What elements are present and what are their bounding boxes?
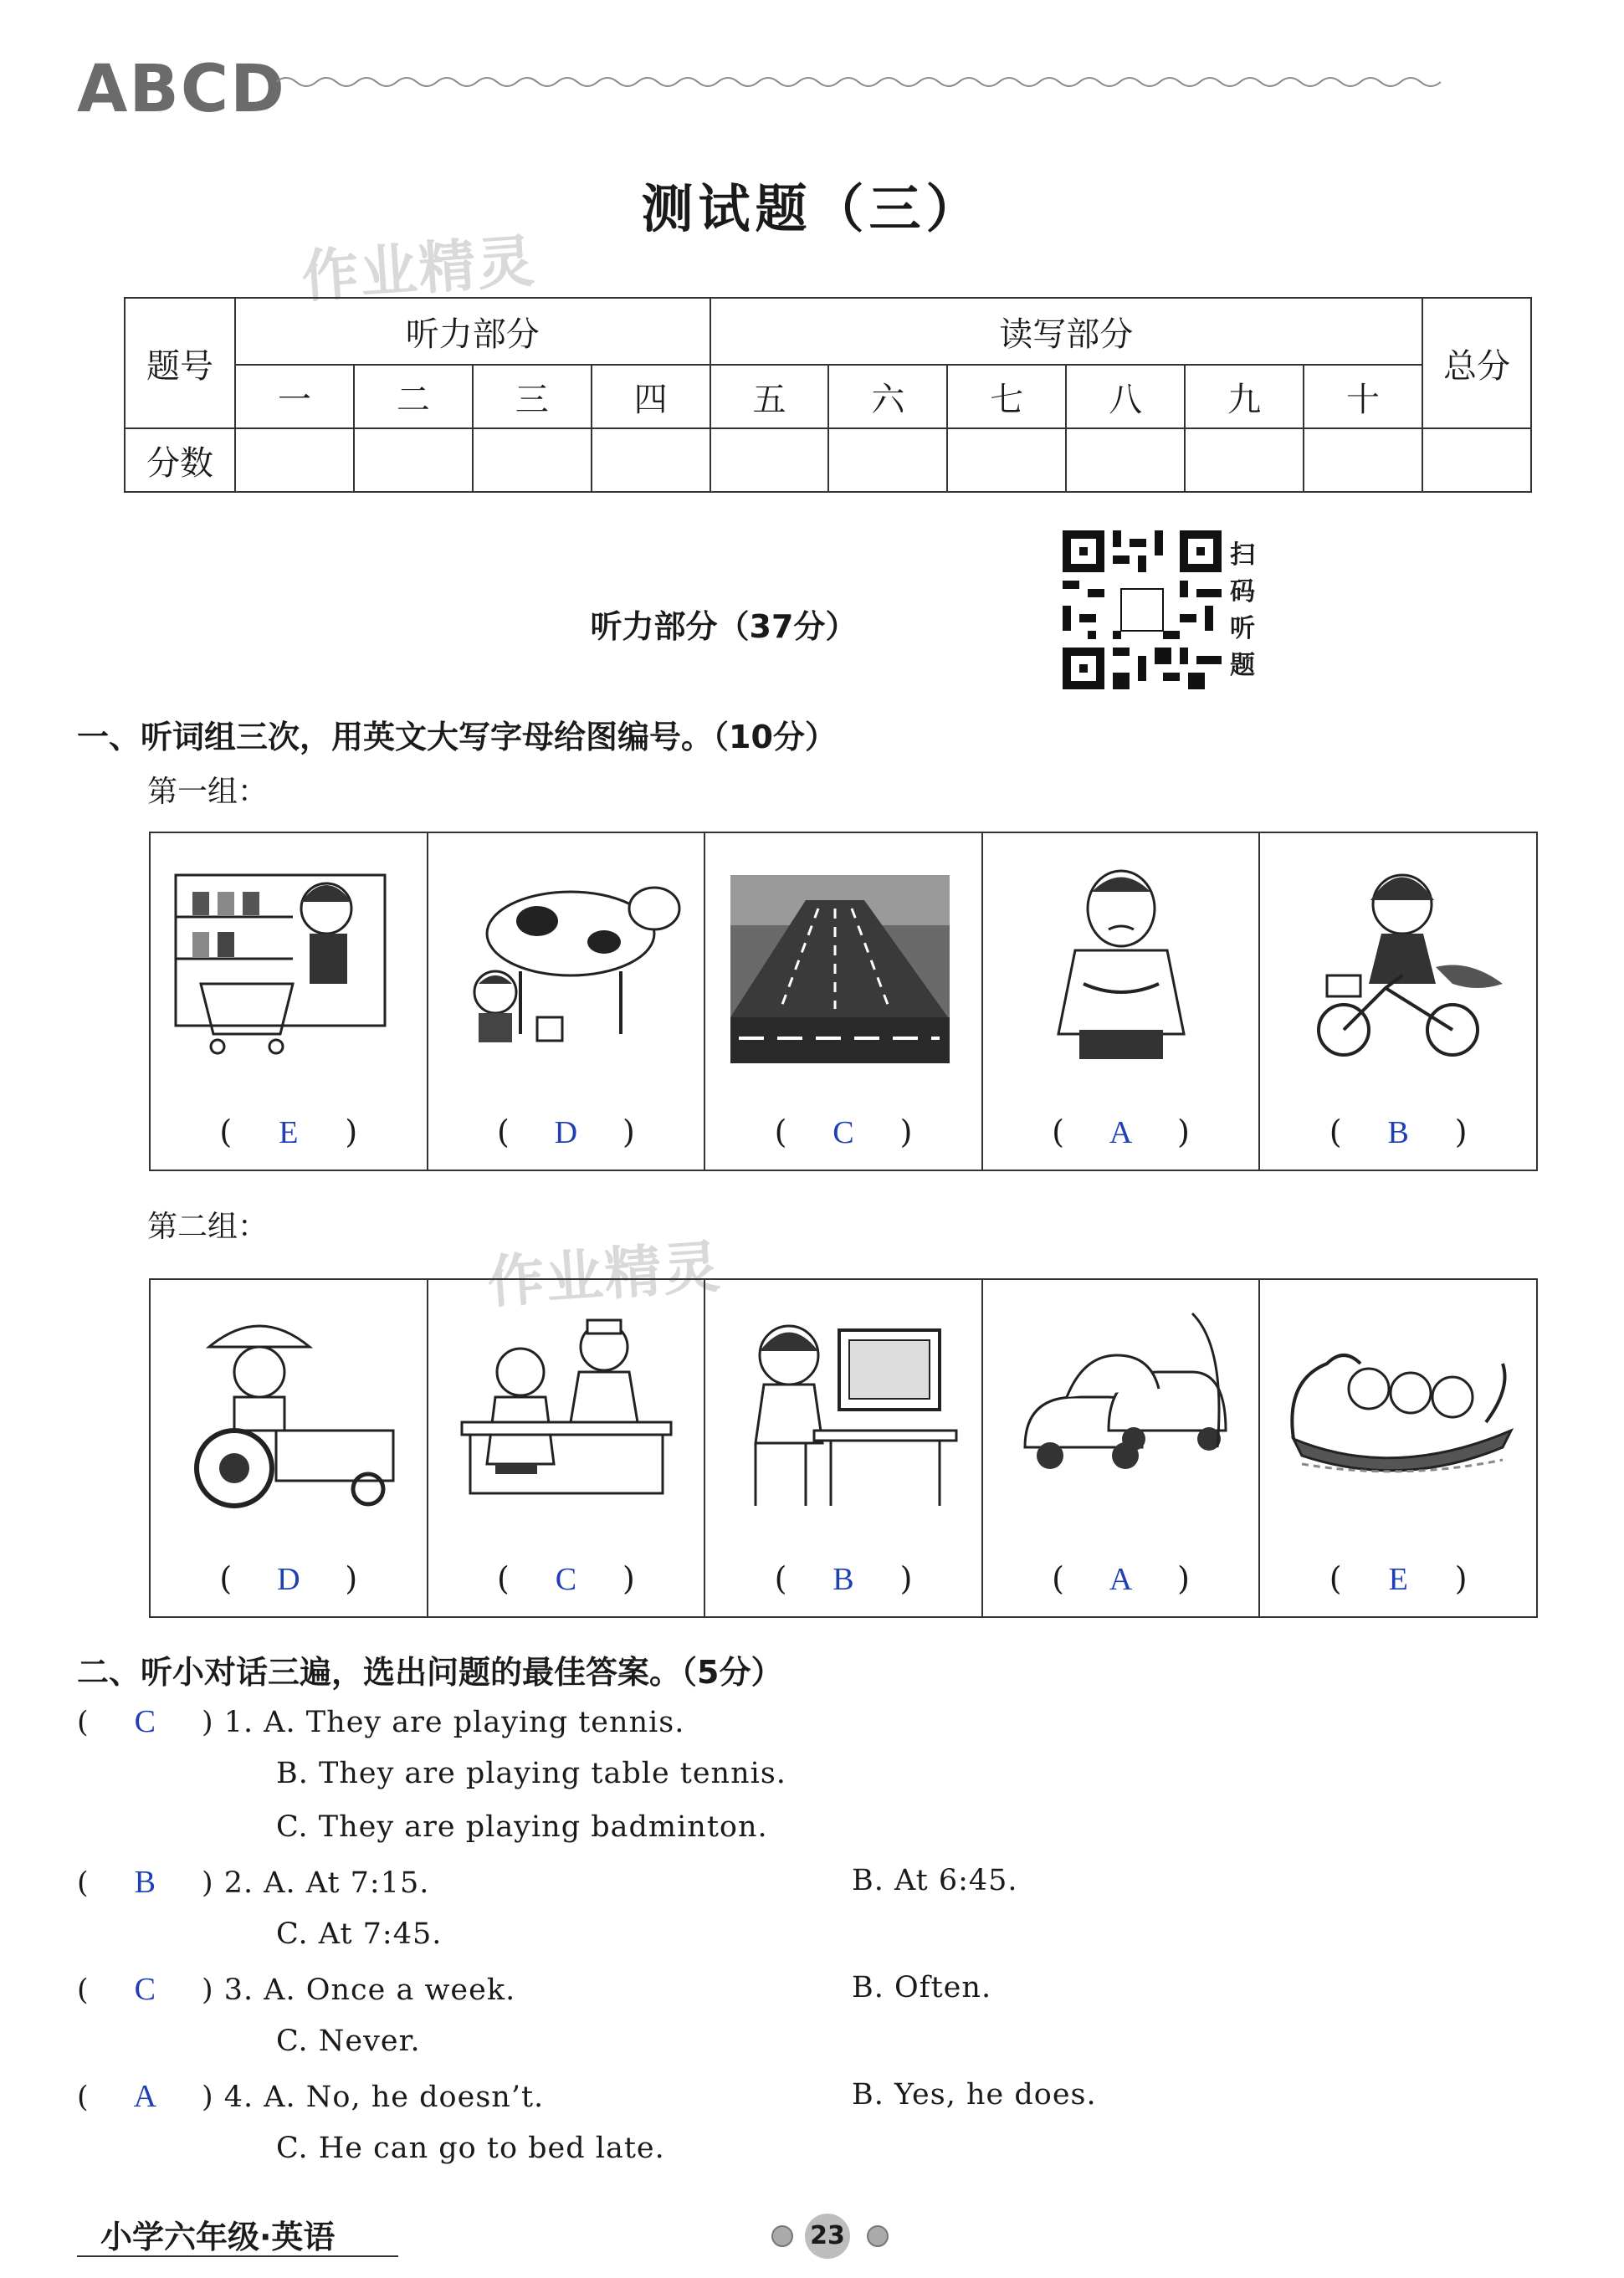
answer-letter: B (1387, 1115, 1409, 1150)
question-answer: A (133, 2079, 158, 2114)
section2-title: 二、听小对话三遍，选出问题的最佳答案。（5分） (77, 1654, 783, 1691)
question-1 (77, 1703, 684, 1740)
wavy-divider (276, 74, 1447, 90)
answer-letter: A (1109, 1562, 1133, 1597)
answer-letter: E (279, 1115, 299, 1150)
answer-letter: D (277, 1562, 300, 1597)
scan-to-listen-label (1230, 537, 1263, 684)
picture-cell: ( D ) (151, 1280, 428, 1616)
picture-cell: ( B ) (705, 1280, 983, 1616)
score-cell (473, 428, 592, 492)
answer-letter: B (832, 1562, 854, 1597)
option-a: A. At 7:15. (264, 1866, 430, 1900)
scan-char: 扫 (1230, 540, 1255, 570)
total-header: 总分 (1422, 298, 1531, 428)
scan-char: 听 (1230, 614, 1255, 643)
farmer-tractor-icon (167, 1297, 410, 1523)
listening-header: 听力部分 (235, 298, 710, 365)
traffic-jam-icon (1000, 1297, 1242, 1523)
answer-letter: C (832, 1115, 854, 1150)
bracket-close: ) (201, 2081, 214, 2114)
score-cell (947, 428, 1066, 492)
dragon-boat-icon (1277, 1297, 1519, 1523)
page-number: 23 (805, 2214, 850, 2259)
option-c: C. Never. (276, 2025, 421, 2058)
row-label-number: 题号 (125, 298, 235, 428)
picture-cell: ( D ) (428, 833, 706, 1170)
option-c: C. They are playing badminton. (276, 1810, 768, 1844)
picture-cell: ( C ) (428, 1280, 706, 1616)
answer-letter: A (1109, 1115, 1133, 1150)
column-label: 一 (235, 365, 354, 428)
column-label: 四 (592, 365, 710, 428)
column-label: 二 (354, 365, 473, 428)
option-a: A. No, he doesn’t. (264, 2081, 545, 2114)
bracket-open: ( (77, 1866, 90, 1900)
logo-letter: B (129, 52, 177, 127)
question-number: 1. (223, 1706, 254, 1739)
question-3 (77, 1971, 515, 2008)
listening-heading: 听力部分（37分） (590, 608, 858, 645)
picture-cell: ( C ) (705, 833, 983, 1170)
bracket-close: ) (201, 1706, 214, 1739)
girl-riding-bike-icon (1277, 850, 1519, 1076)
picture-cell: ( A ) (983, 1280, 1261, 1616)
stomachache-man-icon (1000, 850, 1242, 1076)
doctor-visit-icon (445, 1297, 688, 1523)
option-b: B. They are playing table tennis. (276, 1757, 786, 1790)
column-label: 七 (947, 365, 1066, 428)
score-cell (235, 428, 354, 492)
page-dot-icon (771, 2225, 793, 2247)
question-number: 2. (223, 1866, 254, 1900)
milking-cow-icon (445, 850, 688, 1076)
supermarket-shopping-icon (167, 850, 410, 1076)
watermark: 作业精灵 (485, 1234, 724, 1317)
book-title: 小学六年级·英语 (100, 2219, 336, 2255)
scan-char: 题 (1230, 651, 1255, 680)
score-cell (592, 428, 710, 492)
logo-letter: A (77, 52, 126, 127)
picture-cell: ( B ) (1260, 833, 1536, 1170)
logo-letter: C (180, 52, 228, 127)
watermark: 作业精灵 (300, 228, 538, 311)
road-icon (722, 850, 965, 1076)
picture-grid-group1 (149, 832, 1538, 1171)
bracket-close: ) (201, 1866, 214, 1900)
option-b: B. At 6:45. (852, 1864, 1018, 1897)
picture-cell: ( E ) (151, 833, 428, 1170)
footer-underline (77, 2255, 398, 2257)
score-cell (354, 428, 473, 492)
qr-code-icon[interactable] (1063, 530, 1222, 689)
question-answer: C (134, 1972, 156, 2007)
score-cell (710, 428, 829, 492)
bracket-open: ( (77, 1706, 90, 1739)
picture-grid-group2 (149, 1278, 1538, 1618)
logo-letter: D (230, 52, 283, 127)
bracket-close: ) (201, 1973, 214, 2007)
page-dot-icon (867, 2225, 889, 2247)
column-label: 五 (710, 365, 829, 428)
column-label: 八 (1066, 365, 1185, 428)
answer-letter: C (555, 1562, 577, 1597)
question-answer: B (134, 1865, 156, 1900)
bracket-open: ( (77, 1973, 90, 2007)
score-cell (1185, 428, 1304, 492)
score-table (124, 297, 1532, 493)
option-a: A. They are playing tennis. (264, 1706, 685, 1739)
option-b: B. Often. (852, 1971, 992, 2004)
option-a: A. Once a week. (264, 1973, 516, 2007)
question-number: 3. (223, 1973, 254, 2007)
page-title: 测试题（三） (641, 178, 983, 239)
group2-label: 第二组： (147, 1210, 269, 1244)
score-cell (1422, 428, 1531, 492)
answer-letter: E (1388, 1562, 1408, 1597)
option-b: B. Yes, he does. (852, 2078, 1097, 2112)
option-c: C. He can go to bed late. (276, 2132, 665, 2165)
question-number: 4. (223, 2081, 254, 2114)
score-cell (1066, 428, 1185, 492)
scan-char: 码 (1230, 577, 1255, 607)
abcd-logo (77, 52, 283, 127)
column-label: 三 (473, 365, 592, 428)
question-answer: C (134, 1704, 156, 1739)
bracket-open: ( (77, 2081, 90, 2114)
picture-cell: ( A ) (983, 833, 1261, 1170)
column-label: 六 (828, 365, 947, 428)
column-label: 九 (1185, 365, 1304, 428)
column-label: 十 (1304, 365, 1422, 428)
picture-cell: ( E ) (1260, 1280, 1536, 1616)
score-cell (1304, 428, 1422, 492)
option-c: C. At 7:45. (276, 1917, 443, 1951)
score-cell (828, 428, 947, 492)
reading-header: 读写部分 (710, 298, 1422, 365)
boy-computer-icon (722, 1297, 965, 1523)
section1-title: 一、听词组三次，用英文大写字母给图编号。（10分） (77, 719, 837, 755)
question-2 (77, 1864, 429, 1901)
row-label-score: 分数 (125, 428, 235, 492)
question-4 (77, 2078, 544, 2115)
group1-label: 第一组： (147, 775, 269, 809)
answer-letter: D (554, 1115, 578, 1150)
